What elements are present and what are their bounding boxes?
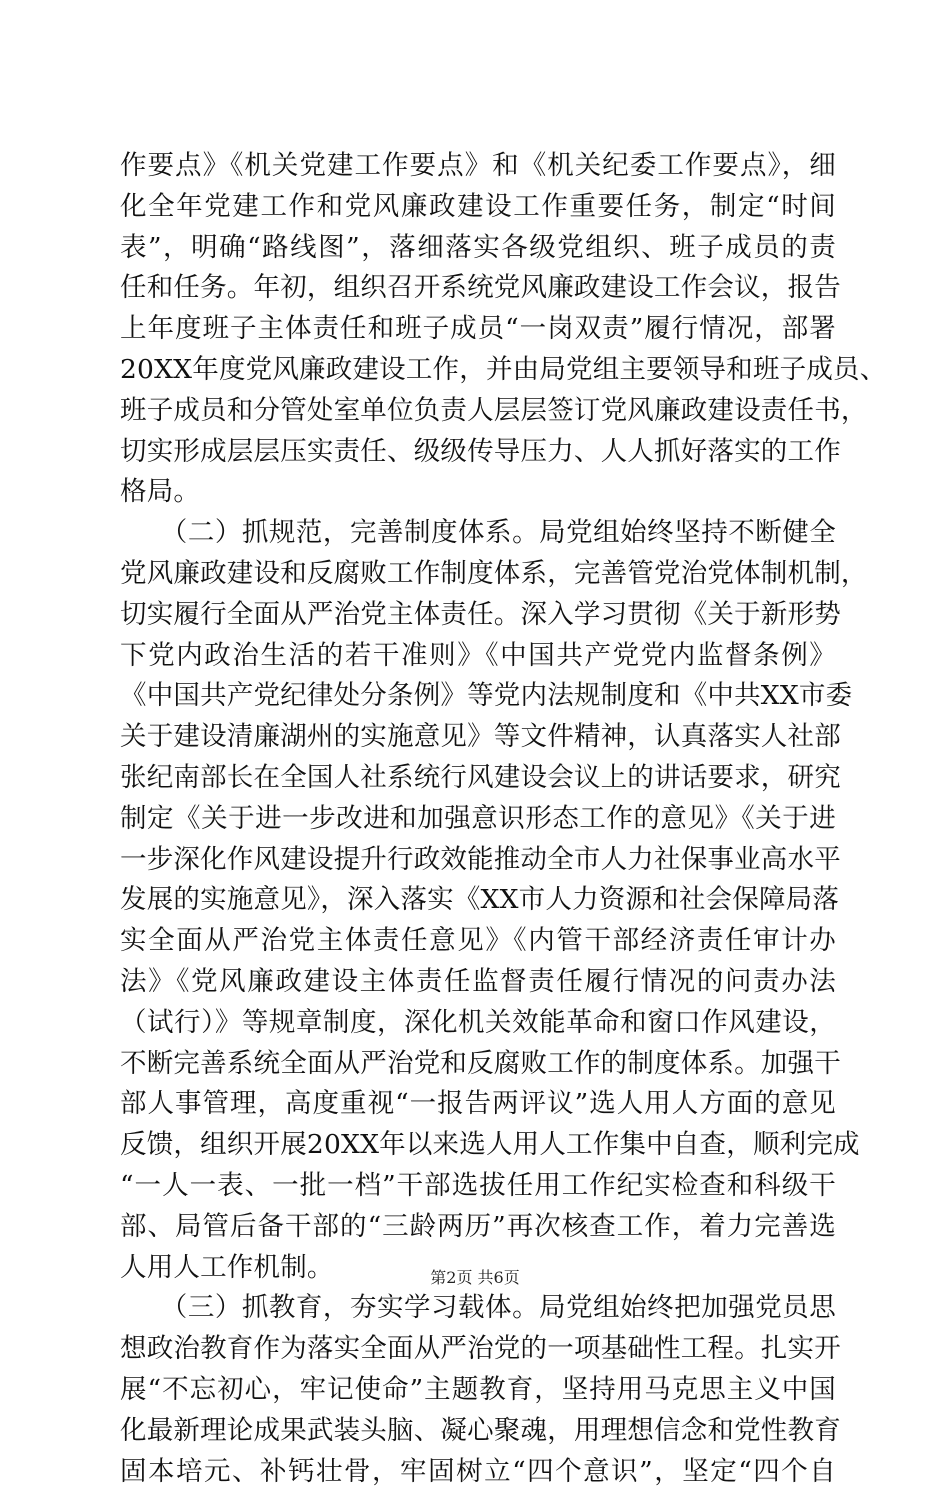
paragraph-line: 化全年党建工作和党风廉政建设工作重要任务，制定“时间 bbox=[120, 187, 836, 228]
paragraph-line: 不断完善系统全面从严治党和反腐败工作的制度体系。加强干 bbox=[120, 1044, 836, 1085]
paragraph-line: 表”，明确“路线图”，落细落实各级党组织、班子成员的责 bbox=[120, 228, 836, 269]
paragraph-line: 部、局管后备干部的“三龄两历”再次核查工作，着力完善选 bbox=[120, 1207, 836, 1248]
paragraph-line: 发展的实施意见》，深入落实《XX市人力资源和社会保障局落 bbox=[120, 880, 836, 921]
paragraph-line: “一人一表、一批一档”干部选拔任用工作纪实检查和科级干 bbox=[120, 1166, 836, 1207]
paragraph-line: 想政治教育作为落实全面从严治党的一项基础性工程。扎实开 bbox=[120, 1329, 836, 1370]
paragraph-line: （试行）》等规章制度，深化机关效能革命和窗口作风建设， bbox=[120, 1003, 836, 1044]
paragraph-line: 固本培元、补钙壮骨，牢固树立“四个意识”，坚定“四个自 bbox=[120, 1452, 836, 1492]
body-text bbox=[120, 146, 836, 1492]
paragraph-line: 作要点》《机关党建工作要点》和《机关纪委工作要点》，细 bbox=[120, 146, 836, 187]
paragraph-line: 反馈，组织开展20XX年以来选人用人工作集中自查，顺利完成 bbox=[120, 1125, 836, 1166]
paragraph-line: 人用人工作机制。 bbox=[120, 1248, 836, 1289]
paragraph-line: 一步深化作风建设提升行政效能推动全市人力社保事业高水平 bbox=[120, 840, 836, 881]
paragraph-line: 张纪南部长在全国人社系统行风建设会议上的讲话要求，研究 bbox=[120, 758, 836, 799]
paragraph-line: （三）抓教育，夯实学习载体。局党组始终把加强党员思 bbox=[120, 1288, 836, 1329]
paragraph-line: 切实形成层层压实责任、级级传导压力、人人抓好落实的工作 bbox=[120, 432, 836, 473]
paragraph-line: 《中国共产党纪律处分条例》等党内法规制度和《中共XX市委 bbox=[120, 676, 836, 717]
page-footer: 第2页 共6页 bbox=[0, 1265, 950, 1288]
paragraph-line: 党风廉政建设和反腐败工作制度体系，完善管党治党体制机制， bbox=[120, 554, 836, 595]
paragraph-line: 展“不忘初心，牢记使命”主题教育，坚持用马克思主义中国 bbox=[120, 1370, 836, 1411]
paragraph-line: 班子成员和分管处室单位负责人层层签订党风廉政建设责任书， bbox=[120, 391, 836, 432]
paragraph-line: 关于建设清廉湖州的实施意见》等文件精神，认真落实人社部 bbox=[120, 717, 836, 758]
paragraph-line: 切实履行全面从严治党主体责任。深入学习贯彻《关于新形势 bbox=[120, 595, 836, 636]
paragraph-line: 制定《关于进一步改进和加强意识形态工作的意见》《关于进 bbox=[120, 799, 836, 840]
paragraph-line: 法》《党风廉政建设主体责任监督责任履行情况的问责办法 bbox=[120, 962, 836, 1003]
paragraph-line: 部人事管理，高度重视“一报告两评议”选人用人方面的意见 bbox=[120, 1084, 836, 1125]
paragraph-line: 格局。 bbox=[120, 472, 836, 513]
paragraph-line: 实全面从严治党主体责任意见》《内管干部经济责任审计办 bbox=[120, 921, 836, 962]
paragraph-line: 上年度班子主体责任和班子成员“一岗双责”履行情况，部署 bbox=[120, 309, 836, 350]
paragraph-line: 任和任务。年初，组织召开系统党风廉政建设工作会议，报告 bbox=[120, 268, 836, 309]
paragraph-line: 化最新理论成果武装头脑、凝心聚魂，用理想信念和党性教育 bbox=[120, 1411, 836, 1452]
paragraph-line: 20XX年度党风廉政建设工作，并由局党组主要领导和班子成员、 bbox=[120, 350, 836, 391]
paragraph-line: （二）抓规范，完善制度体系。局党组始终坚持不断健全 bbox=[120, 513, 836, 554]
paragraph-line: 下党内政治生活的若干准则》《中国共产党党内监督条例》 bbox=[120, 636, 836, 677]
